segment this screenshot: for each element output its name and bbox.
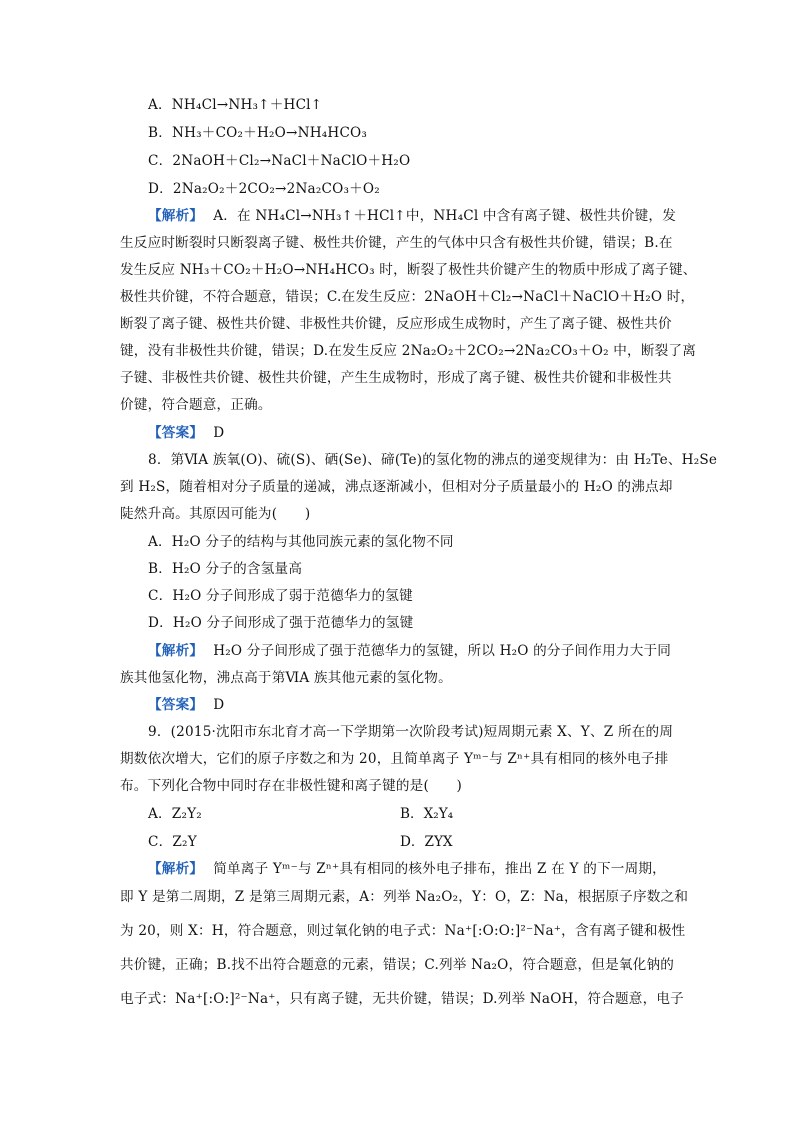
q9-analysis-line: 电子式：Na⁺[:O:]²⁻Na⁺，只有离子键，无共价键，错误；D.列举 NaOH，符合题意，电子	[120, 991, 684, 1007]
q7-option-a: A．NH₄Cl→NH₃↑＋HCl↑	[148, 97, 323, 113]
q9-analysis-first-line	[148, 860, 708, 878]
q8-analysis-line: 族其他氢化物，沸点高于第ⅥA 族其他元素的氢化物。	[120, 670, 452, 686]
answer-value: D	[213, 697, 225, 713]
q8-option-b: B．H₂O 分子的含氢量高	[148, 561, 303, 577]
q7-analysis-line: 键，没有非极性共价键，错误；D.在发生反应 2Na₂O₂＋2CO₂→2Na₂CO₃＋O₂ 中，断裂了离	[120, 343, 697, 359]
q8-option-c: C．H₂O 分子间形成了弱于范德华力的氢键	[148, 588, 413, 604]
q7-option-b: B．NH₃＋CO₂＋H₂O→NH₄HCO₃	[148, 125, 368, 141]
q9-stem-line: 9．(2015·沈阳市东北育才高一下学期第一次阶段考试)短周期元素 X、Y、Z 所在的周	[148, 724, 674, 740]
q9-analysis-line: 为 20，则 X：H，符合题意，则过氧化钠的电子式：Na⁺[:O:O:]²⁻Na⁺，含有离子键和极性	[120, 923, 686, 939]
q9-option-c: C．Z₂Y	[148, 834, 197, 850]
q7-option-d: D．2Na₂O₂＋2CO₂→2Na₂CO₃＋O₂	[148, 181, 380, 197]
q8-option-a: A．H₂O 分子的结构与其他同族元素的氢化物不同	[148, 534, 454, 550]
q7-analysis-line: 极性共价键，不符合题意，错误；C.在发生反应：2NaOH＋Cl₂→NaCl＋NaClO＋H₂O 时，	[120, 289, 695, 305]
analysis-text: H₂O 分子间形成了强于范德华力的氢键，所以 H₂O 的分子间作用力大于同	[213, 643, 672, 659]
q9-option-d: D．ZYX	[400, 834, 453, 850]
analysis-tag: 【解析】	[148, 643, 204, 659]
q7-analysis-line: 生反应时断裂时只断裂离子键、极性共价键，产生的气体中只含有极性共价键，错误；B.在	[120, 235, 673, 251]
q7-analysis-first-line	[148, 207, 708, 225]
q9-analysis-line: 即 Y 是第二周期，Z 是第三周期元素，A：列举 Na₂O₂，Y：O，Z：Na，根据原子序数之和	[120, 889, 689, 905]
q9-option-b: B．X₂Y₄	[400, 806, 454, 822]
q8-stem-line: 8．第ⅥA 族氧(O)、硫(S)、硒(Se)、碲(Te)的氢化物的沸点的递变规律为：由 H₂Te、H₂Se	[148, 452, 718, 468]
q7-analysis-line: 子键、非极性共价键、极性共价键，产生生成物时，形成了离子键、极性共价键和非极性共	[120, 370, 672, 386]
q9-analysis-line: 共价键，正确；B.找不出符合题意的元素，错误；C.列举 Na₂O，符合题意，但是氧化钠的	[120, 957, 675, 973]
analysis-text: A．在 NH₄Cl→NH₃↑＋HCl↑中，NH₄Cl 中含有离子键、极性共价键，发	[213, 208, 676, 224]
q8-stem-line: 到 H₂S，随着相对分子质量的递减，沸点逐渐减小，但相对分子质量最小的 H₂O 的沸点却	[120, 479, 673, 495]
analysis-tag: 【解析】	[148, 208, 204, 224]
answer-value: D	[213, 425, 225, 441]
q7-analysis-line: 价键，符合题意，正确。	[120, 397, 272, 413]
analysis-tag: 【解析】	[148, 861, 204, 877]
q8-answer	[148, 696, 708, 714]
answer-tag: 【答案】	[148, 697, 204, 713]
answer-tag: 【答案】	[148, 425, 204, 441]
analysis-text: 简单离子 Yᵐ⁻与 Zⁿ⁺具有相同的核外电子排布，推出 Z 在 Y 的下一周期，	[213, 861, 666, 877]
q9-option-a: A．Z₂Y₂	[148, 806, 202, 822]
q7-analysis-line: 发生反应 NH₃＋CO₂＋H₂O→NH₄HCO₃ 时，断裂了极性共价键产生的物质中形成了离子键、	[120, 262, 697, 278]
q8-stem-line: 陡然升高。其原因可能为( )	[120, 506, 311, 522]
q9-stem-line: 布。下列化合物中同时存在非极性键和离子键的是( )	[120, 778, 463, 794]
q8-option-d: D．H₂O 分子间形成了强于范德华力的氢键	[148, 615, 414, 631]
q7-analysis-line: 断裂了离子键、极性共价键、非极性共价键，反应形成生成物时，产生了离子键、极性共价	[120, 316, 672, 332]
q9-stem-line: 期数依次增大，它们的原子序数之和为 20，且简单离子 Yᵐ⁻与 Zⁿ⁺具有相同的核外电子排	[120, 751, 669, 767]
q8-analysis-first-line	[148, 642, 708, 660]
q7-answer	[148, 424, 708, 442]
q7-option-c: C．2NaOH＋Cl₂→NaCl＋NaClO＋H₂O	[148, 153, 411, 169]
